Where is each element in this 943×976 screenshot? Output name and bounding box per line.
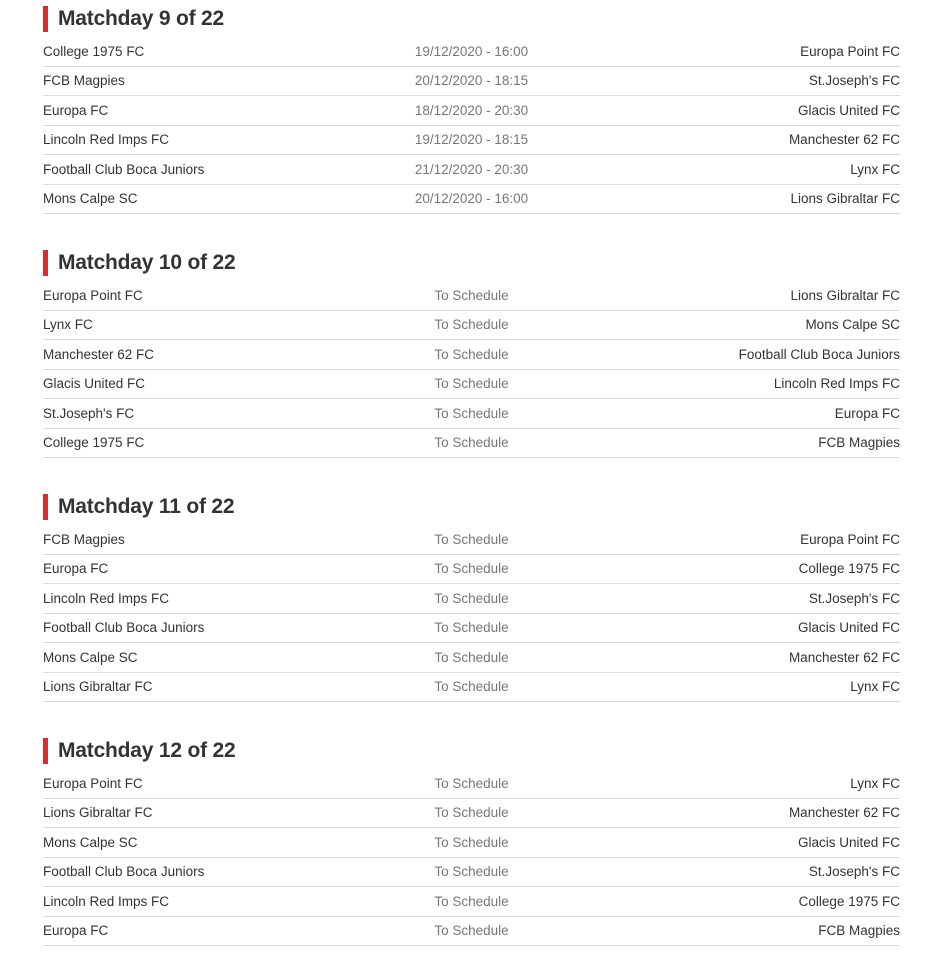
match-time: To Schedule [434, 531, 509, 547]
home-team[interactable]: Football Club Boca Juniors [43, 161, 205, 177]
home-team[interactable]: Lincoln Red Imps FC [43, 590, 170, 606]
away-team[interactable]: Glacis United FC [797, 102, 900, 118]
away-team[interactable]: Lions Gibraltar FC [790, 287, 900, 303]
home-team[interactable]: College 1975 FC [43, 435, 145, 451]
away-team[interactable]: St.Joseph's FC [808, 590, 900, 606]
away-team[interactable]: Lynx FC [850, 679, 900, 695]
accent-bar [43, 6, 48, 32]
home-team[interactable]: Mons Calpe SC [43, 834, 138, 850]
matchday-title: Matchday 10 of 22 [58, 250, 236, 274]
match-row[interactable] [43, 799, 900, 829]
away-team[interactable]: Lincoln Red Imps FC [773, 376, 900, 392]
accent-bar [43, 494, 48, 520]
away-team[interactable]: St.Joseph's FC [808, 73, 900, 89]
home-team[interactable]: Europa FC [43, 102, 109, 118]
matchday-section [43, 488, 900, 732]
matchday-title: Matchday 12 of 22 [58, 738, 236, 762]
match-time: To Schedule [434, 590, 509, 606]
match-time: To Schedule [434, 346, 509, 362]
away-team[interactable]: Europa Point FC [800, 43, 900, 59]
away-team[interactable]: Mons Calpe SC [805, 317, 900, 333]
match-time: To Schedule [434, 435, 509, 451]
match-row[interactable] [43, 126, 900, 156]
match-time: 19/12/2020 - 18:15 [414, 132, 529, 148]
matchday-title: Matchday 11 of 22 [58, 494, 235, 518]
match-time: To Schedule [434, 376, 509, 392]
away-team[interactable]: St.Joseph's FC [808, 864, 900, 880]
match-time: To Schedule [434, 317, 509, 333]
match-time: To Schedule [434, 649, 509, 665]
matchday-section [43, 244, 900, 488]
match-row[interactable] [43, 643, 900, 673]
home-team[interactable]: St.Joseph's FC [43, 405, 135, 421]
away-team[interactable]: Manchester 62 FC [788, 805, 900, 821]
home-team[interactable]: Glacis United FC [43, 376, 146, 392]
match-time: To Schedule [434, 805, 509, 821]
match-time: 18/12/2020 - 20:30 [414, 102, 529, 118]
home-team[interactable]: Mons Calpe SC [43, 191, 138, 207]
home-team[interactable]: FCB Magpies [43, 531, 125, 547]
away-team[interactable]: Lynx FC [850, 161, 900, 177]
match-time: To Schedule [434, 287, 509, 303]
home-team[interactable]: Lions Gibraltar FC [43, 805, 153, 821]
accent-bar [43, 250, 48, 276]
home-team[interactable]: Football Club Boca Juniors [43, 864, 205, 880]
away-team[interactable]: Glacis United FC [797, 620, 900, 636]
match-time: 20/12/2020 - 16:00 [414, 191, 529, 207]
match-row[interactable] [43, 37, 900, 67]
matchday-section [43, 0, 900, 244]
match-row[interactable] [43, 828, 900, 858]
away-team[interactable]: Europa FC [834, 405, 900, 421]
away-team[interactable]: Manchester 62 FC [788, 649, 900, 665]
home-team[interactable]: Lynx FC [43, 317, 93, 333]
match-row[interactable] [43, 525, 900, 555]
match-row[interactable] [43, 340, 900, 370]
match-time: To Schedule [434, 775, 509, 791]
home-team[interactable]: FCB Magpies [43, 73, 125, 89]
match-row[interactable] [43, 185, 900, 215]
home-team[interactable]: College 1975 FC [43, 43, 145, 59]
match-row[interactable] [43, 673, 900, 703]
away-team[interactable]: FCB Magpies [818, 435, 900, 451]
matchday-heading [43, 0, 900, 37]
home-team[interactable]: Europa Point FC [43, 287, 143, 303]
home-team[interactable]: Football Club Boca Juniors [43, 620, 205, 636]
match-time: 20/12/2020 - 18:15 [414, 73, 529, 89]
away-team[interactable]: Glacis United FC [797, 834, 900, 850]
match-row[interactable] [43, 769, 900, 799]
away-team[interactable]: College 1975 FC [798, 561, 900, 577]
match-row[interactable] [43, 281, 900, 311]
matchday-heading [43, 732, 900, 769]
matchday-heading [43, 244, 900, 281]
home-team[interactable]: Mons Calpe SC [43, 649, 138, 665]
match-row[interactable] [43, 67, 900, 97]
away-team[interactable]: Manchester 62 FC [788, 132, 900, 148]
match-time: To Schedule [434, 893, 509, 909]
away-team[interactable]: FCB Magpies [818, 923, 900, 939]
home-team[interactable]: Lions Gibraltar FC [43, 679, 153, 695]
home-team[interactable]: Lincoln Red Imps FC [43, 893, 170, 909]
match-row[interactable] [43, 429, 900, 459]
away-team[interactable]: College 1975 FC [798, 893, 900, 909]
home-team[interactable]: Manchester 62 FC [43, 346, 155, 362]
match-time: 21/12/2020 - 20:30 [414, 161, 529, 177]
fixtures-list [43, 0, 900, 976]
matchday-section [43, 732, 900, 976]
match-row[interactable] [43, 96, 900, 126]
match-time: To Schedule [434, 620, 509, 636]
match-time: To Schedule [434, 561, 509, 577]
match-row[interactable] [43, 555, 900, 585]
match-row[interactable] [43, 584, 900, 614]
away-team[interactable]: Lions Gibraltar FC [790, 191, 900, 207]
match-row[interactable] [43, 614, 900, 644]
matchday-heading [43, 488, 900, 525]
match-time: 19/12/2020 - 16:00 [414, 43, 529, 59]
away-team[interactable]: Europa Point FC [800, 531, 900, 547]
match-time: To Schedule [434, 405, 509, 421]
match-row[interactable] [43, 399, 900, 429]
match-time: To Schedule [434, 923, 509, 939]
home-team[interactable]: Lincoln Red Imps FC [43, 132, 170, 148]
match-time: To Schedule [434, 864, 509, 880]
match-row[interactable] [43, 887, 900, 917]
accent-bar [43, 738, 48, 764]
match-time: To Schedule [434, 679, 509, 695]
away-team[interactable]: Football Club Boca Juniors [738, 346, 900, 362]
home-team[interactable]: Europa FC [43, 923, 109, 939]
match-row[interactable] [43, 858, 900, 888]
matchday-title: Matchday 9 of 22 [58, 6, 225, 30]
match-row[interactable] [43, 155, 900, 185]
match-row[interactable] [43, 370, 900, 400]
home-team[interactable]: Europa FC [43, 561, 109, 577]
away-team[interactable]: Lynx FC [850, 775, 900, 791]
match-row[interactable] [43, 311, 900, 341]
home-team[interactable]: Europa Point FC [43, 775, 143, 791]
match-time: To Schedule [434, 834, 509, 850]
match-row[interactable] [43, 917, 900, 947]
